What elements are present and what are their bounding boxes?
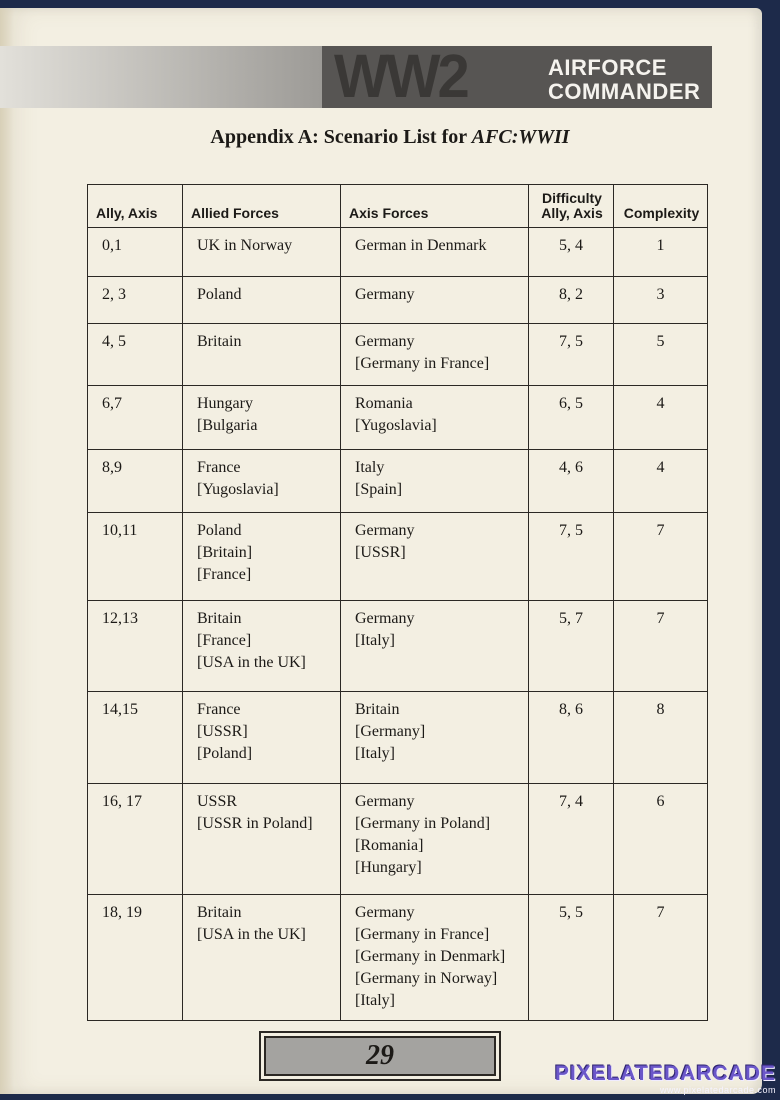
cell-complexity: 7 — [614, 513, 708, 601]
cell-allied-forces-line: [Britain] — [197, 544, 253, 561]
table-row — [88, 386, 708, 450]
cell-axis-forces-line: [Hungary] — [355, 859, 422, 876]
cell-complexity: 8 — [614, 692, 708, 784]
table-row — [88, 450, 708, 513]
cell-allied-forces-line: Britain — [197, 610, 242, 627]
cell-ally-axis: 6,7 — [88, 386, 183, 450]
cell-axis-forces — [341, 386, 529, 450]
cell-allied-forces-line: [Bulgaria — [197, 417, 258, 434]
cell-axis-forces-line: Germany — [355, 333, 415, 350]
cell-allied-forces — [183, 895, 341, 1021]
cell-allied-forces-line: [USSR] — [197, 723, 248, 740]
table-row — [88, 784, 708, 895]
page-number: 29 — [264, 1036, 496, 1076]
cell-allied-forces — [183, 277, 341, 324]
table-header-row — [88, 185, 708, 228]
cell-axis-forces-line: [Germany in France] — [355, 355, 490, 372]
cell-axis-forces-line: Germany — [355, 610, 415, 627]
cell-allied-forces-line: Britain — [197, 904, 242, 921]
cell-axis-forces — [341, 450, 529, 513]
cell-difficulty: 5, 5 — [529, 895, 614, 1021]
cell-axis-forces-line: Germany — [355, 793, 415, 810]
cell-ally-axis: 4, 5 — [88, 324, 183, 386]
cell-axis-forces-line: [Italy] — [355, 992, 395, 1009]
cell-ally-axis: 12,13 — [88, 601, 183, 692]
logo-subtitle — [548, 56, 700, 104]
cell-axis-forces-line: Germany — [355, 522, 415, 539]
cell-allied-forces-line: Hungary — [197, 395, 253, 412]
table-row — [88, 601, 708, 692]
cell-difficulty: 5, 7 — [529, 601, 614, 692]
cell-axis-forces — [341, 601, 529, 692]
table-row — [88, 513, 708, 601]
cell-allied-forces — [183, 386, 341, 450]
spine-shadow — [0, 8, 14, 1094]
cell-complexity: 7 — [614, 601, 708, 692]
cell-difficulty: 5, 4 — [529, 228, 614, 277]
cell-axis-forces — [341, 692, 529, 784]
scenario-table — [87, 184, 708, 1021]
cell-axis-forces-line: [Germany in Norway] — [355, 970, 498, 987]
cell-allied-forces-line: Britain — [197, 333, 242, 350]
cell-axis-forces-line: [Germany in Poland] — [355, 815, 491, 832]
cell-axis-forces-line: [Italy] — [355, 632, 395, 649]
cell-axis-forces-line: Britain — [355, 701, 400, 718]
col-header-axis-forces: Axis Forces — [341, 185, 529, 228]
title-prefix: Appendix A: Scenario List for — [210, 126, 472, 148]
cell-allied-forces — [183, 784, 341, 895]
cell-complexity: 3 — [614, 277, 708, 324]
cell-allied-forces-line: UK in Norway — [197, 237, 293, 254]
col-header-ally-axis: Ally, Axis — [88, 185, 183, 228]
logo-line-commander: COMMANDER — [548, 79, 701, 104]
cell-allied-forces-line: [USA in the UK] — [197, 926, 306, 943]
table-row — [88, 277, 708, 324]
cell-complexity: 7 — [614, 895, 708, 1021]
cell-allied-forces-line: France — [197, 701, 241, 718]
table-row — [88, 895, 708, 1021]
cell-allied-forces — [183, 601, 341, 692]
cell-axis-forces — [341, 513, 529, 601]
watermark-name: PIXELATEDARCADE — [554, 1062, 776, 1085]
col-header-complexity: Complexity — [614, 185, 708, 228]
cell-axis-forces-line: [Spain] — [355, 481, 403, 498]
cell-allied-forces-line: USSR — [197, 793, 238, 810]
cell-allied-forces — [183, 324, 341, 386]
cell-difficulty: 7, 5 — [529, 324, 614, 386]
col-header-difficulty — [529, 185, 614, 228]
table-row — [88, 324, 708, 386]
cell-complexity: 6 — [614, 784, 708, 895]
cell-axis-forces — [341, 324, 529, 386]
cell-axis-forces-line: [Germany] — [355, 723, 426, 740]
cell-complexity: 4 — [614, 450, 708, 513]
cell-allied-forces-line: Poland — [197, 286, 242, 303]
cell-allied-forces — [183, 513, 341, 601]
cell-ally-axis: 0,1 — [88, 228, 183, 277]
table-row — [88, 692, 708, 784]
header-banner — [0, 42, 712, 111]
cell-axis-forces-line: Germany — [355, 904, 415, 921]
cell-ally-axis: 18, 19 — [88, 895, 183, 1021]
cell-difficulty: 7, 5 — [529, 513, 614, 601]
table-body — [88, 228, 708, 1021]
cell-axis-forces-line: [Italy] — [355, 745, 395, 762]
cell-axis-forces — [341, 895, 529, 1021]
cell-difficulty: 6, 5 — [529, 386, 614, 450]
cell-axis-forces-line: [Germany in Denmark] — [355, 948, 506, 965]
cell-axis-forces — [341, 228, 529, 277]
cell-ally-axis: 16, 17 — [88, 784, 183, 895]
manual-page — [0, 8, 762, 1094]
cell-allied-forces-line: [France] — [197, 566, 252, 583]
cell-ally-axis: 8,9 — [88, 450, 183, 513]
col-header-allied-forces: Allied Forces — [183, 185, 341, 228]
cell-difficulty: 7, 4 — [529, 784, 614, 895]
cell-complexity: 5 — [614, 324, 708, 386]
difficulty-header-line1: Difficulty — [542, 190, 602, 206]
table-row — [88, 228, 708, 277]
cell-allied-forces-line: [Yugoslavia] — [197, 481, 279, 498]
cell-axis-forces-line: Italy — [355, 459, 385, 476]
logo-line-airforce: AIRFORCE — [548, 55, 667, 80]
cell-allied-forces-line: [Poland] — [197, 745, 253, 762]
cell-complexity: 1 — [614, 228, 708, 277]
cell-allied-forces-line: [USSR in Poland] — [197, 815, 313, 832]
cell-axis-forces-line: German in Denmark — [355, 237, 487, 254]
cell-axis-forces-line: [Romania] — [355, 837, 424, 854]
logo-ww2: WW2 — [334, 42, 467, 111]
difficulty-header-line2: Ally, Axis — [541, 205, 603, 221]
cell-axis-forces-line: Germany — [355, 286, 415, 303]
page-number-frame — [259, 1031, 501, 1081]
cell-difficulty: 8, 2 — [529, 277, 614, 324]
cell-allied-forces — [183, 450, 341, 513]
cell-allied-forces-line: [USA in the UK] — [197, 654, 306, 671]
cell-allied-forces-line: France — [197, 459, 241, 476]
cell-allied-forces — [183, 692, 341, 784]
cell-axis-forces — [341, 784, 529, 895]
cell-allied-forces-line: Poland — [197, 522, 242, 539]
page-title — [0, 126, 762, 149]
cell-axis-forces-line: [USSR] — [355, 544, 406, 561]
cell-difficulty: 4, 6 — [529, 450, 614, 513]
watermark — [555, 1063, 776, 1095]
cell-ally-axis: 14,15 — [88, 692, 183, 784]
cell-axis-forces — [341, 277, 529, 324]
cell-ally-axis: 10,11 — [88, 513, 183, 601]
cell-axis-forces-line: Romania — [355, 395, 413, 412]
cell-ally-axis: 2, 3 — [88, 277, 183, 324]
cell-difficulty: 8, 6 — [529, 692, 614, 784]
watermark-url: www.pixelatedarcade.com — [659, 1085, 776, 1095]
cell-complexity: 4 — [614, 386, 708, 450]
cell-allied-forces — [183, 228, 341, 277]
cell-axis-forces-line: [Yugoslavia] — [355, 417, 437, 434]
title-game-name: AFC:WWII — [471, 126, 570, 148]
cell-allied-forces-line: [France] — [197, 632, 252, 649]
cell-axis-forces-line: [Germany in France] — [355, 926, 490, 943]
